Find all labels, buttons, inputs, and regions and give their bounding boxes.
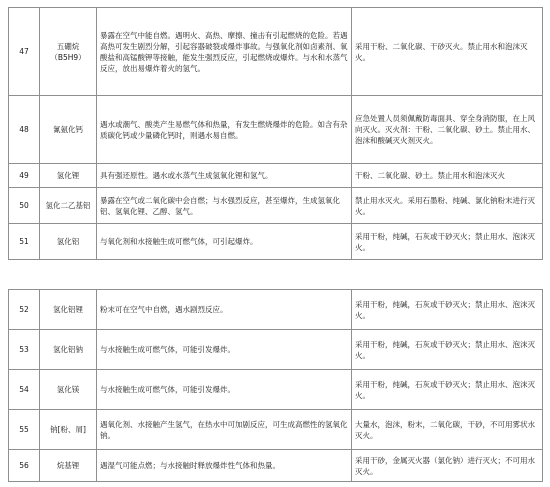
chemical-formula: （B5H9） [50, 52, 86, 62]
row-number: 47 [9, 8, 40, 96]
chemical-name: 钠[粉、屑] [40, 410, 97, 450]
hazard-description: 与水接触生成可燃气体，可能引发爆炸。 [97, 370, 352, 410]
fire-fighting-method: 大量水，泡沫，粉末，二氧化碳，干砂，不可用雾状水灭火。 [352, 410, 543, 450]
fire-fighting-method: 采用干砂，金属灭火器（氯化钠）进行灭火；不可用水灭火。 [352, 450, 543, 482]
row-number: 50 [9, 188, 40, 224]
row-number: 53 [9, 330, 40, 370]
hazard-description: 粉末可在空气中自燃，遇水剧烈反应。 [97, 290, 352, 330]
chemical-name-main: 五硼烷 [56, 41, 80, 51]
row-number: 49 [9, 164, 40, 188]
row-number: 56 [9, 450, 40, 482]
chemical-name: 烷基锂 [40, 450, 97, 482]
table-row [9, 188, 543, 224]
hazard-description: 具有强还原性。遇水或水蒸气生成氢氧化锂和氢气。 [97, 164, 352, 188]
chemical-name: 氰氨化钙 [40, 96, 97, 164]
row-number: 48 [9, 96, 40, 164]
fire-fighting-method: 干粉、二氧化碳、砂土。禁止用水和泡沫灭火 [352, 164, 543, 188]
hazard-description: 遇水或潮气、酸类产生易燃气体和热量，有发生燃烧爆炸的危险。如含有杂质碳化钙或少量磷化钙时，则遇水易自燃。 [97, 96, 352, 164]
fire-fighting-method: 采用干粉，纯碱，石灰或干砂灭火；禁止用水、泡沫灭火。 [352, 330, 543, 370]
chemical-name [40, 8, 97, 96]
table-row [9, 330, 543, 370]
fire-fighting-method: 采用干粉，纯碱，石灰或干砂灭火；禁止用水、泡沫灭火。 [352, 290, 543, 330]
hazard-description: 遇氧化剂、水接触产生氢气，在热水中可加剧反应，可生成高燃性的氢氧化钠。 [97, 410, 352, 450]
table-row [9, 410, 543, 450]
hazard-description: 暴露在空气中能自燃。遇明火、高热、摩擦、撞击有引起燃烧的危险。若遇高热可发生剧烈分解，引起容器破裂或爆炸事故。与强氧化剂如卤素剂、氧酸盐和高锰酸钾等接触，能发生强烈反应，引起燃烧或爆炸。与水和水蒸气反应，放出易爆炸着火的氢气。 [97, 8, 352, 96]
table-row [9, 370, 543, 410]
table-row [9, 96, 543, 164]
row-number: 55 [9, 410, 40, 450]
chemical-name: 氢化锂 [40, 164, 97, 188]
hazard-description: 暴露在空气或二氧化碳中会自燃；与水强烈反应，甚至爆炸，生成氢氧化铝、氢氧化锂、乙醇、氢气。 [97, 188, 352, 224]
hazard-description: 与氧化剂和水接触生成可燃气体，可引起爆炸。 [97, 224, 352, 260]
table-row [9, 8, 543, 96]
chemical-table-lower [8, 289, 543, 482]
row-number: 51 [9, 224, 40, 260]
row-number: 54 [9, 370, 40, 410]
chemical-table-upper [8, 7, 543, 260]
table-row [9, 224, 543, 260]
table-row [9, 164, 543, 188]
row-number: 52 [9, 290, 40, 330]
hazard-description: 与水接触生成可燃气体，可能引发爆炸。 [97, 330, 352, 370]
chemical-name: 氢化镁 [40, 370, 97, 410]
fire-fighting-method: 采用干粉，纯碱，石灰或干砂灭火；禁止用水、泡沫灭火。 [352, 370, 543, 410]
table-row [9, 290, 543, 330]
table-row [9, 450, 543, 482]
chemical-name: 氢化铝钠 [40, 330, 97, 370]
chemical-name: 氢化铝锂 [40, 290, 97, 330]
hazard-description: 遇湿气可能点燃；与水接触时释放爆炸性气体和热量。 [97, 450, 352, 482]
fire-fighting-method: 采用干粉，纯碱，石灰或干砂灭火；禁止用水、泡沫灭火。 [352, 224, 543, 260]
chemical-name: 氢化二乙基铝 [40, 188, 97, 224]
fire-fighting-method: 禁止用水灭火。采用石墨粉、纯碱、氯化钠粉末进行灭火。 [352, 188, 543, 224]
chemical-name: 氢化铝 [40, 224, 97, 260]
fire-fighting-method: 采用干粉、二氧化碳、干砂灭火。禁止用水和泡沫灭火。 [352, 8, 543, 96]
fire-fighting-method: 应急处置人员须佩戴防毒面具、穿全身消防服，在上风向灭火。灭火剂：干粉、二氧化碳、砂土。禁止用水、泡沫和酸碱灭火剂灭火。 [352, 96, 543, 164]
